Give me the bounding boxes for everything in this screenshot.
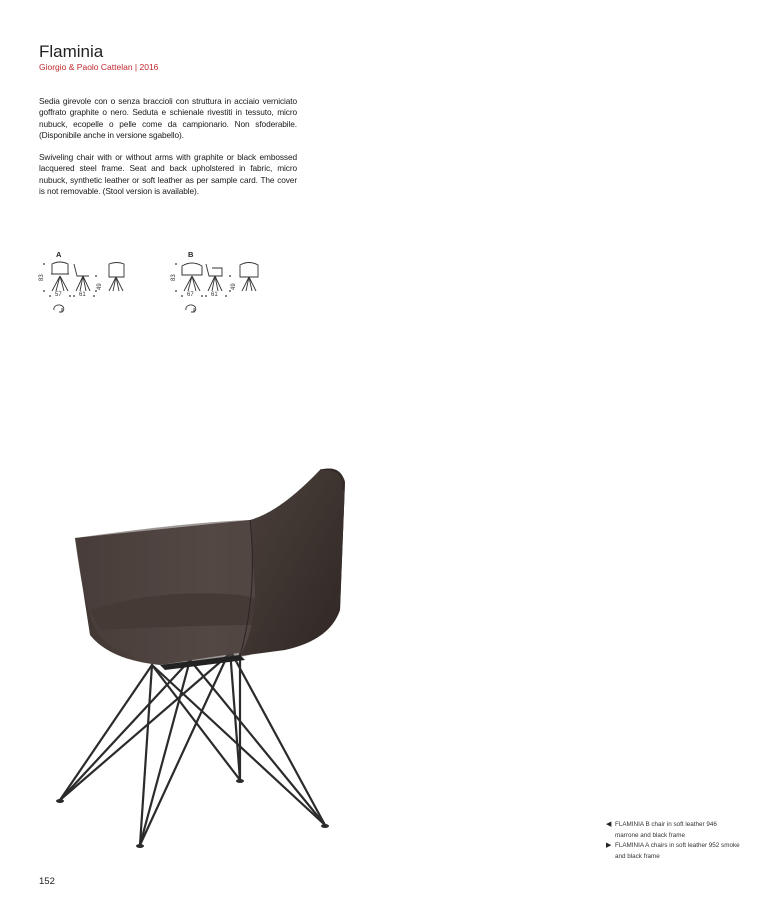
- seat-height-dimension: 49: [231, 283, 237, 290]
- width-dimension: 67: [187, 292, 194, 298]
- height-dimension: 83: [171, 274, 177, 281]
- chair-views-icon: [38, 250, 148, 320]
- description-italian: Sedia girevole con o senza braccioli con struttura in acciaio verniciato goffrato graphite o nero. Seduta e schienale rivestiti in tessuto, micro nubuck, ecopelle o pelle come da campionario. Non sfoderabile. (Disponibile anche in versione sgabello).: [39, 96, 297, 141]
- variant-b-diagram: [170, 250, 280, 320]
- caption-text: FLAMINIA A chairs in soft leather 952 smoke and black frame: [615, 842, 740, 860]
- chair-product-photo: [40, 460, 370, 860]
- arrow-left-icon: ◀: [606, 821, 612, 828]
- product-title: Flaminia: [39, 42, 104, 61]
- seat-height-dimension: 49: [97, 283, 103, 290]
- variant-a-diagram: [38, 250, 148, 320]
- chair-side-shell: [240, 469, 345, 657]
- variant-label: A: [56, 250, 62, 259]
- caption-text: FLAMINIA B chair in soft leather 946 marrone and black frame: [615, 821, 717, 839]
- swivel-icon: [54, 305, 64, 312]
- chair-views-icon: [170, 250, 280, 320]
- arrow-right-icon: ▶: [606, 842, 612, 849]
- photo-captions: [606, 820, 741, 862]
- caption-item: [606, 841, 741, 862]
- description-english: Swiveling chair with or without arms with graphite or black embossed lacquered steel frame. Seat and back upholstered in fabric, micro nubuck, synthetic leather or soft leather as per sample card. The cover is not removable. (Stool version is available).: [39, 152, 297, 197]
- swivel-icon: [186, 305, 196, 312]
- page-number: 152: [39, 876, 55, 887]
- variant-label: B: [188, 250, 194, 259]
- designer-credit: Giorgio & Paolo Cattelan | 2016: [39, 62, 159, 72]
- depth-dimension: 61: [211, 292, 218, 298]
- caption-item: [606, 820, 741, 841]
- height-dimension: 83: [39, 274, 45, 281]
- width-dimension: 57: [55, 292, 62, 298]
- depth-dimension: 61: [79, 292, 86, 298]
- steel-frame: [60, 645, 325, 845]
